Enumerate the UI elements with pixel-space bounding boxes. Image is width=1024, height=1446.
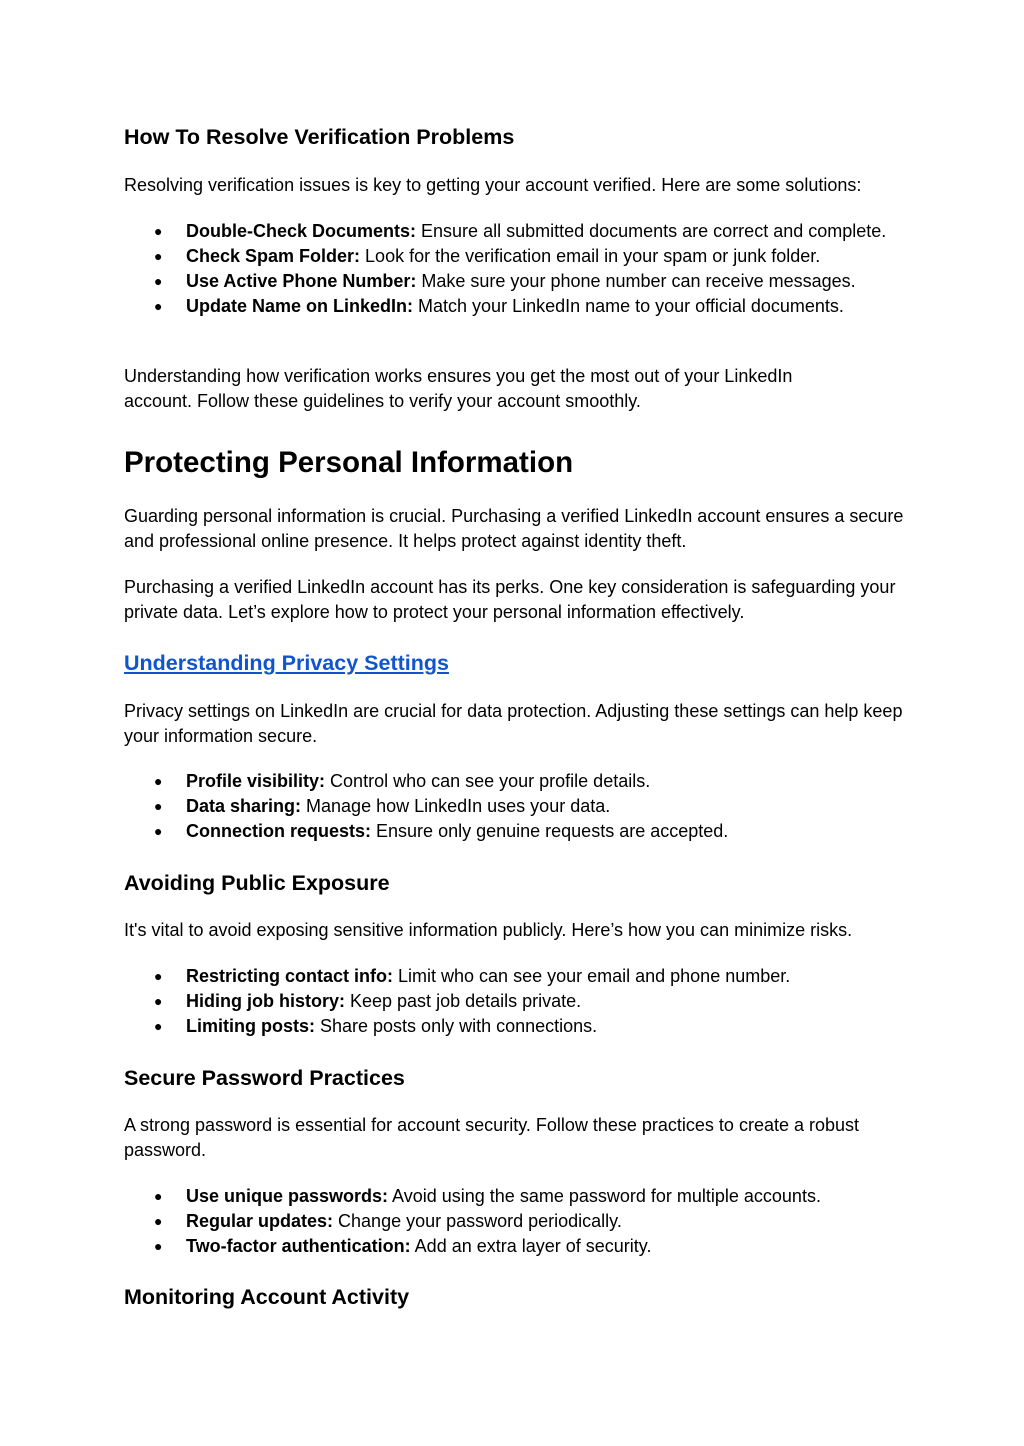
protecting-para-2: Purchasing a verified LinkedIn account has its perks. One key consideration is safeguarding your private data. Let’s explore how to protect your personal information effectively.	[124, 577, 896, 622]
list-item-text: Share posts only with connections.	[315, 1016, 598, 1036]
privacy-list	[124, 769, 914, 844]
bullet-icon: ●	[154, 993, 163, 1009]
list-item-text: Manage how LinkedIn uses your data.	[301, 796, 611, 816]
list-item-term: Data sharing:	[186, 796, 302, 816]
list-item	[124, 1184, 914, 1209]
list-item-term: Update Name on LinkedIn:	[186, 296, 414, 316]
heading-resolve-verification: How To Resolve Verification Problems	[124, 125, 515, 149]
resolve-list	[124, 219, 914, 319]
list-item	[124, 964, 914, 989]
list-item	[124, 294, 914, 319]
heading-monitoring-account-activity: Monitoring Account Activity	[124, 1285, 410, 1309]
list-item	[124, 794, 914, 819]
list-item	[124, 769, 914, 794]
heading-protecting-personal-information: Protecting Personal Information	[124, 446, 574, 479]
bullet-icon: ●	[154, 248, 163, 264]
list-item-text: Make sure your phone number can receive messages.	[416, 271, 856, 291]
list-item	[124, 244, 914, 269]
list-item-text: Ensure all submitted documents are correct and complete.	[416, 221, 887, 241]
list-item	[124, 989, 914, 1014]
privacy-settings-link[interactable]: Understanding Privacy Settings	[124, 651, 449, 675]
bullet-icon: ●	[154, 1018, 163, 1034]
bullet-icon: ●	[154, 968, 163, 984]
bullet-icon: ●	[154, 798, 163, 814]
list-item-term: Restricting contact info:	[186, 966, 394, 986]
protecting-para-1: Guarding personal information is crucial. Purchasing a verified LinkedIn account ensures a secure and professional online presence. It helps protect against identity theft.	[124, 506, 904, 551]
list-item-text: Change your password periodically.	[333, 1211, 622, 1231]
heading-secure-password-practices: Secure Password Practices	[124, 1066, 405, 1090]
resolve-intro: Resolving verification issues is key to getting your account verified. Here are some solutions:	[124, 175, 862, 195]
list-item-text: Add an extra layer of security.	[410, 1236, 652, 1256]
list-item-term: Double-Check Documents:	[186, 221, 417, 241]
list-item	[124, 269, 914, 294]
password-list	[124, 1184, 914, 1259]
bullet-icon: ●	[154, 273, 163, 289]
password-intro: A strong password is essential for account security. Follow these practices to create a robust password.	[124, 1115, 860, 1160]
list-item-term: Connection requests:	[186, 821, 372, 841]
list-item-term: Limiting posts:	[186, 1016, 315, 1036]
resolve-outro: Understanding how verification works ensures you get the most out of your LinkedIn account. Follow these guidelines to verify your account smoothly.	[124, 366, 793, 411]
privacy-intro: Privacy settings on LinkedIn are crucial for data protection. Adjusting these settings can help keep your information secure.	[124, 701, 903, 746]
list-item	[124, 1234, 914, 1259]
bullet-icon: ●	[154, 223, 163, 239]
list-item-term: Regular updates:	[186, 1211, 334, 1231]
list-item-text: Ensure only genuine requests are accepted.	[371, 821, 729, 841]
list-item-term: Use Active Phone Number:	[186, 271, 417, 291]
list-item-text: Look for the verification email in your spam or junk folder.	[360, 246, 821, 266]
bullet-icon: ●	[154, 1213, 163, 1229]
bullet-icon: ●	[154, 773, 163, 789]
bullet-icon: ●	[154, 1188, 163, 1204]
list-item-term: Hiding job history:	[186, 991, 345, 1011]
list-item-text: Keep past job details private.	[345, 991, 582, 1011]
list-item-term: Check Spam Folder:	[186, 246, 361, 266]
list-item	[124, 219, 914, 244]
bullet-icon: ●	[154, 298, 163, 314]
exposure-intro: It's vital to avoid exposing sensitive information publicly. Here’s how you can minimize risks.	[124, 920, 853, 940]
list-item-text: Avoid using the same password for multiple accounts.	[388, 1186, 821, 1206]
list-item-text: Limit who can see your email and phone number.	[393, 966, 791, 986]
list-item-text: Control who can see your profile details.	[325, 771, 651, 791]
bullet-icon: ●	[154, 823, 163, 839]
list-item-text: Match your LinkedIn name to your official documents.	[413, 296, 844, 316]
bullet-icon: ●	[154, 1238, 163, 1254]
list-item	[124, 1209, 914, 1234]
heading-avoiding-public-exposure: Avoiding Public Exposure	[124, 871, 390, 895]
list-item-term: Profile visibility:	[186, 771, 326, 791]
list-item	[124, 819, 914, 844]
list-item	[124, 1014, 914, 1039]
list-item-term: Use unique passwords:	[186, 1186, 389, 1206]
exposure-list	[124, 964, 914, 1039]
list-item-term: Two-factor authentication:	[186, 1236, 411, 1256]
